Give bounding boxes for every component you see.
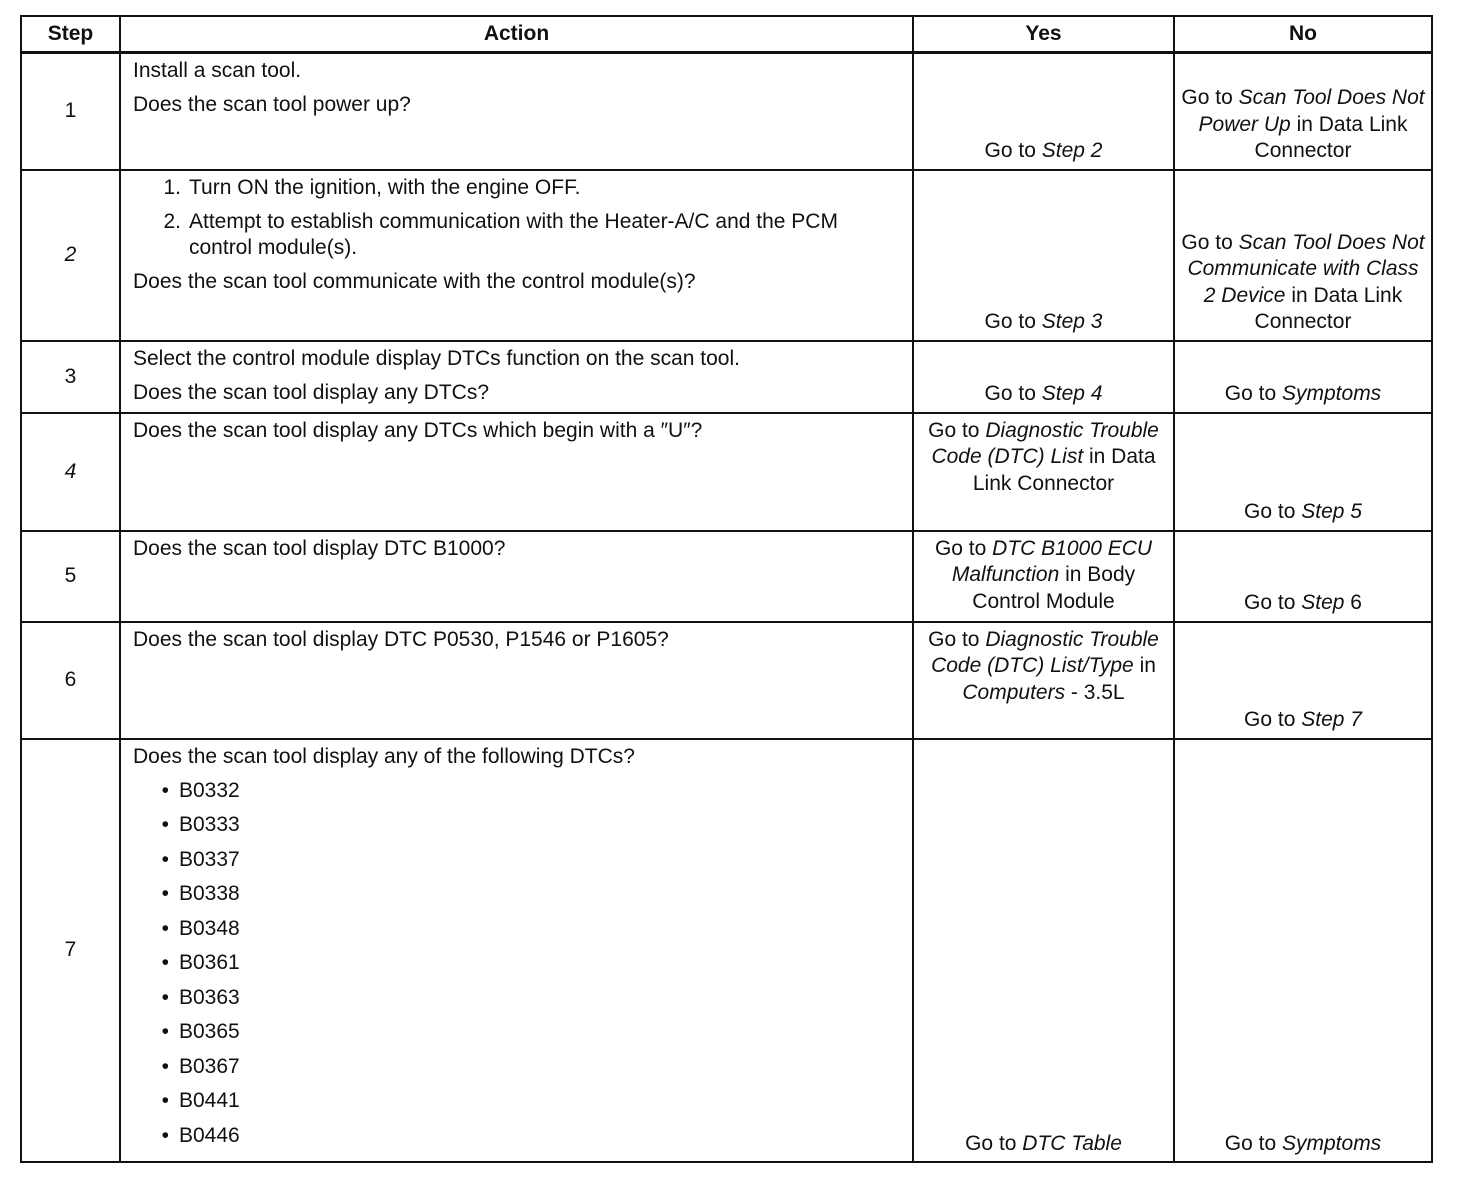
- dtc-code: B0338: [179, 882, 240, 905]
- list-text: Turn ON the ignition, with the engine OFF.: [189, 175, 581, 199]
- table-row: [21, 622, 1432, 739]
- step-number: 6: [21, 622, 120, 739]
- yes-suffix: in Body Control Module: [972, 563, 1136, 613]
- table-row: [21, 413, 1432, 531]
- action-text: Install a scan tool.: [133, 59, 302, 82]
- action-steps: [133, 175, 902, 261]
- no-prefix: Go to: [1244, 708, 1302, 731]
- dtc-code: B0337: [179, 847, 240, 871]
- bullet-icon: •: [161, 1123, 169, 1147]
- yes-link[interactable]: Step 2: [1041, 139, 1103, 162]
- dtc-code: B0363: [179, 985, 240, 1009]
- no-cell: [1174, 739, 1432, 1163]
- no-prefix: Go to: [1244, 591, 1302, 614]
- yes-link[interactable]: Step 4: [1041, 382, 1103, 405]
- dtc-code: B0446: [179, 1123, 240, 1147]
- dtc-list-item: [133, 1123, 902, 1158]
- list-item: [133, 175, 902, 201]
- dtc-list-item: [133, 881, 902, 916]
- header-row: [21, 16, 1432, 53]
- header-no: No: [1174, 16, 1432, 53]
- bullet-icon: •: [161, 1054, 169, 1078]
- action-cell: [120, 622, 913, 739]
- action-question: Does the scan tool display any of the following DTCs?: [133, 744, 635, 768]
- no-suffix: 6: [1344, 591, 1362, 614]
- no-cell: [1174, 53, 1432, 170]
- table-row: [21, 53, 1432, 170]
- dtc-list-item: [133, 1054, 902, 1089]
- no-prefix: Go to: [1224, 382, 1282, 405]
- dtc-code: B0332: [179, 778, 240, 802]
- dtc-list-item: [133, 1088, 902, 1123]
- dtc-list: [133, 778, 902, 1158]
- yes-suffix: in Data Link Connector: [972, 445, 1156, 495]
- action-cell: [120, 739, 913, 1163]
- bullet-icon: •: [161, 813, 169, 836]
- action-question: Does the scan tool display any DTCs which begin with a ″U″?: [133, 418, 703, 442]
- action-question: Does the scan tool power up?: [133, 93, 411, 116]
- no-link[interactable]: Step: [1301, 591, 1345, 614]
- dtc-list-item: [133, 1019, 902, 1054]
- step-number-text: 4: [64, 459, 77, 483]
- no-link[interactable]: Symptoms: [1282, 1131, 1382, 1155]
- bullet-icon: •: [161, 1089, 169, 1112]
- step-number: 5: [21, 531, 120, 622]
- no-link[interactable]: Scan Tool Does Not Communicate with Class 2 Device: [1187, 230, 1425, 307]
- step-number-text: 2: [64, 243, 77, 266]
- table-row: [21, 739, 1432, 1163]
- bullet-icon: •: [161, 882, 169, 905]
- action-cell: [120, 341, 913, 413]
- yes-prefix: Go to: [965, 1131, 1023, 1155]
- no-link[interactable]: Scan Tool Does Not Power Up: [1198, 86, 1425, 136]
- no-cell: [1174, 531, 1432, 622]
- step-number: 7: [21, 739, 120, 1163]
- diagnostic-table: [20, 15, 1433, 1163]
- yes-cell: [913, 531, 1174, 622]
- action-cell: [120, 53, 913, 170]
- dtc-code: B0365: [179, 1020, 240, 1043]
- yes-link[interactable]: DTC Table: [1022, 1131, 1122, 1155]
- dtc-list-item: [133, 812, 902, 847]
- action-question: Does the scan tool display DTC B1000?: [133, 536, 506, 560]
- header-yes: Yes: [913, 16, 1174, 53]
- header-step: Step: [21, 16, 120, 53]
- dtc-code: B0367: [179, 1054, 240, 1078]
- action-cell: [120, 413, 913, 531]
- no-cell: [1174, 341, 1432, 413]
- yes-prefix: Go to: [928, 418, 986, 442]
- no-cell: [1174, 622, 1432, 739]
- dtc-list-item: [133, 985, 902, 1020]
- yes-cell: [913, 170, 1174, 341]
- no-prefix: Go to: [1181, 230, 1239, 254]
- yes-prefix: Go to: [984, 139, 1042, 162]
- yes-link-2[interactable]: Computers: [962, 680, 1066, 704]
- dtc-code: B0441: [179, 1089, 240, 1112]
- no-cell: [1174, 170, 1432, 341]
- action-cell: [120, 170, 913, 341]
- no-link[interactable]: Step 7: [1301, 708, 1362, 731]
- table-row: [21, 170, 1432, 341]
- no-prefix: Go to: [1244, 500, 1302, 523]
- bullet-icon: •: [161, 847, 169, 871]
- yes-link[interactable]: Step 3: [1041, 310, 1103, 333]
- step-number: 3: [21, 341, 120, 413]
- yes-link[interactable]: DTC B1000 ECU Malfunction: [951, 536, 1153, 586]
- yes-cell: [913, 341, 1174, 413]
- action-question: Does the scan tool display any DTCs?: [133, 380, 490, 404]
- dtc-list-item: [133, 847, 902, 882]
- yes-suffix-2: - 3.5L: [1065, 680, 1125, 704]
- table-row: [21, 341, 1432, 413]
- yes-link[interactable]: Diagnostic Trouble Code (DTC) List: [931, 418, 1159, 468]
- yes-prefix: Go to: [934, 536, 993, 560]
- no-link[interactable]: Step 5: [1301, 500, 1362, 523]
- yes-prefix: Go to: [928, 627, 986, 651]
- yes-cell: [913, 739, 1174, 1163]
- step-number: [21, 413, 120, 531]
- list-text: Attempt to establish communication with the Heater-A/C and the PCM control module(s).: [189, 209, 838, 259]
- bullet-icon: •: [161, 951, 169, 974]
- list-number: 2.: [163, 209, 181, 233]
- dtc-code: B0361: [179, 951, 240, 974]
- list-item: [133, 209, 902, 261]
- yes-prefix: Go to: [984, 382, 1042, 405]
- yes-cell: [913, 622, 1174, 739]
- header-action: Action: [120, 16, 913, 53]
- list-number: 1.: [163, 175, 181, 199]
- action-cell: [120, 531, 913, 622]
- yes-prefix: Go to: [984, 310, 1042, 333]
- bullet-icon: •: [161, 985, 169, 1009]
- action-question: Does the scan tool communicate with the control module(s)?: [133, 269, 696, 293]
- no-cell: [1174, 413, 1432, 531]
- dtc-code: B0333: [179, 813, 240, 836]
- yes-suffix: in: [1133, 654, 1156, 677]
- table-row: [21, 531, 1432, 622]
- no-prefix: Go to: [1224, 1131, 1282, 1155]
- no-prefix: Go to: [1181, 86, 1239, 109]
- action-question: Does the scan tool display DTC P0530, P1546 or P1605?: [133, 627, 669, 651]
- step-number: [21, 170, 120, 341]
- dtc-list-item: [133, 778, 902, 813]
- yes-link[interactable]: Diagnostic Trouble Code (DTC) List/Type: [931, 627, 1159, 677]
- step-number: 1: [21, 53, 120, 170]
- bullet-icon: •: [161, 778, 169, 802]
- dtc-list-item: [133, 950, 902, 985]
- bullet-icon: •: [161, 916, 169, 940]
- action-text: Select the control module display DTCs function on the scan tool.: [133, 346, 740, 370]
- no-suffix: in Data Link Connector: [1254, 112, 1408, 162]
- no-suffix: in Data Link Connector: [1254, 283, 1403, 333]
- yes-cell: [913, 413, 1174, 531]
- no-link[interactable]: Symptoms: [1282, 382, 1382, 405]
- dtc-list-item: [133, 916, 902, 951]
- bullet-icon: •: [161, 1020, 169, 1043]
- yes-cell: [913, 53, 1174, 170]
- dtc-code: B0348: [179, 916, 240, 940]
